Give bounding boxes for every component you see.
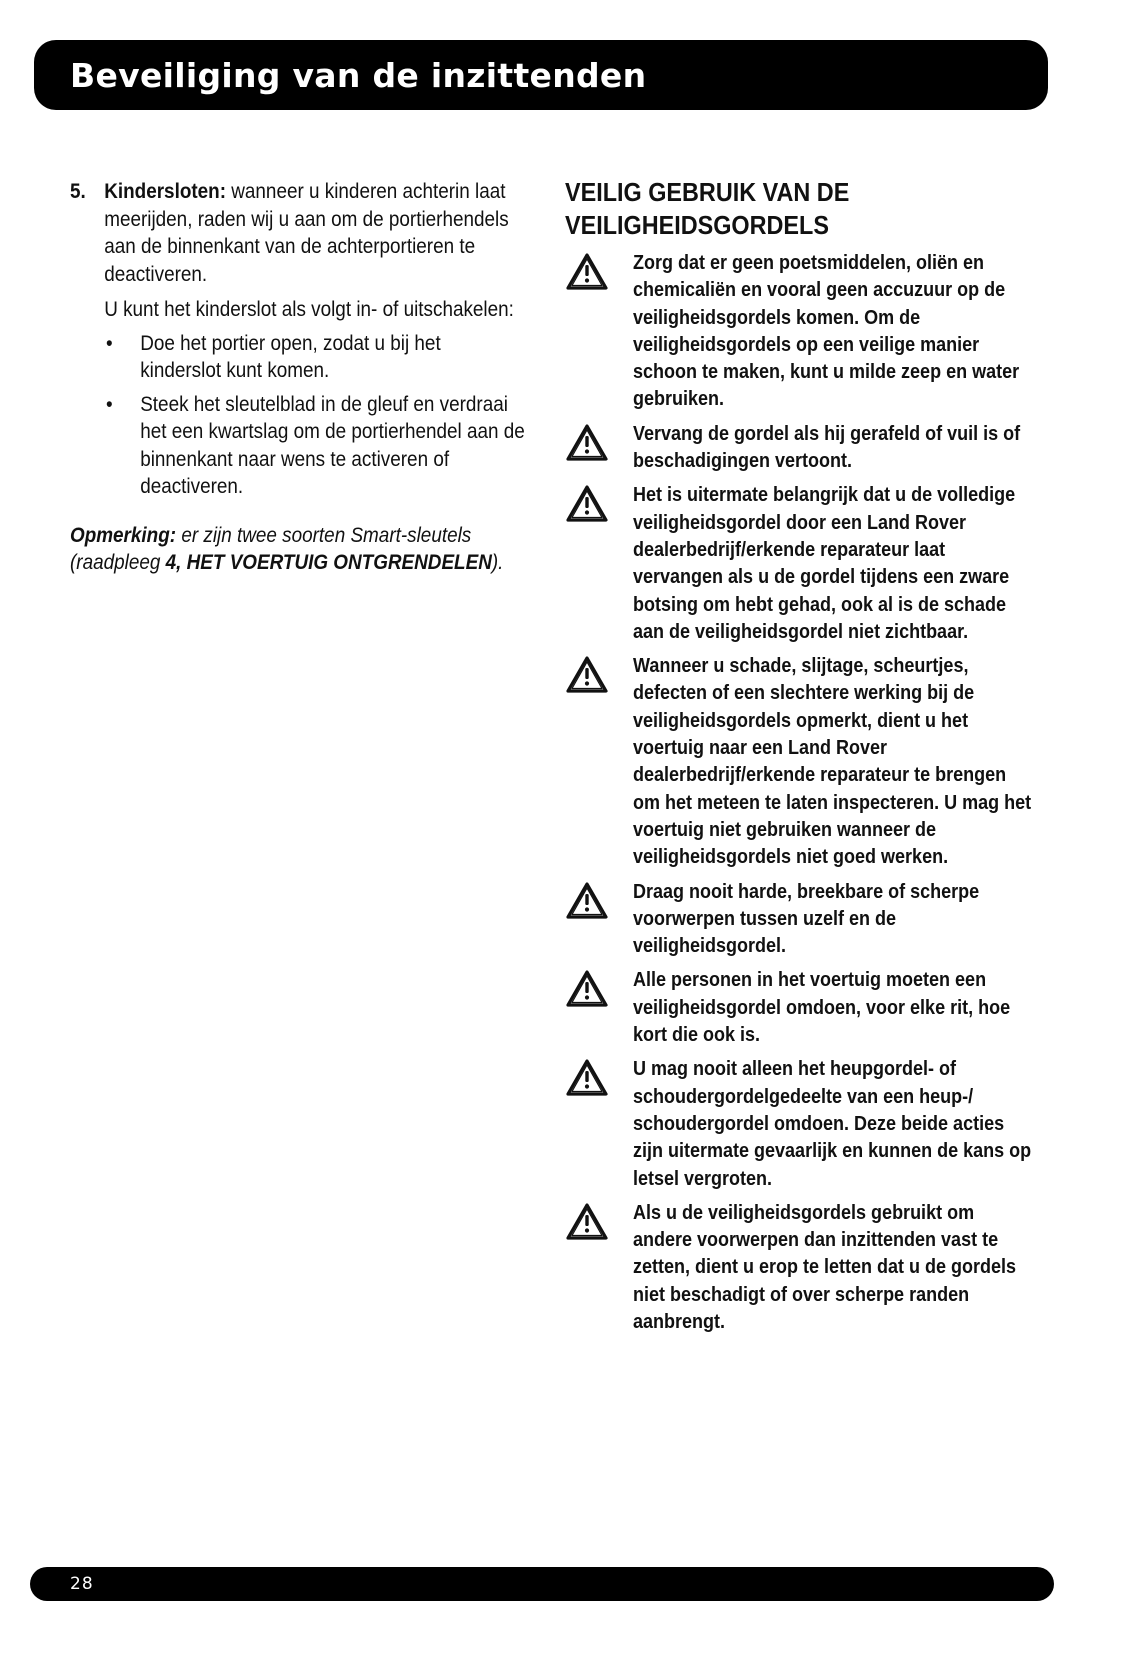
- warning-text: Alle personen in het voertuig moeten een veiligheidsgordel omdoen, voor elke rit, hoe kort die ook is.: [633, 969, 1011, 1047]
- warning-triangle-icon: [565, 1200, 633, 1336]
- item-lead: Kindersloten:: [104, 180, 227, 203]
- note-text: er zijn twee soorten Smart-sleutels (raadpleeg: [70, 523, 472, 574]
- instruction-paragraph: U kunt het kinderslot als volgt in- of uitschakelen:: [104, 298, 514, 321]
- note: [70, 522, 525, 577]
- note-label: Opmerking:: [70, 523, 177, 547]
- page-number: 28: [70, 1574, 94, 1594]
- warning-item: [565, 1200, 1035, 1336]
- bullet-list: [104, 330, 525, 501]
- warning-item: [565, 967, 1035, 1049]
- warning-item: [565, 653, 1035, 871]
- warning-triangle-icon: [565, 421, 633, 476]
- warning-text: Het is uitermate belangrijk dat u de volledige veiligheidsgordel door een Land Rover dealerbedrijf/erkende reparateur laat vervangen als u de gordel tijdens een zware botsing om hebt gehad, ook al is de schade aan de veiligheidsgordel niet zichtbaar.: [633, 484, 1016, 643]
- warning-item: [565, 879, 1035, 961]
- warning-item: [565, 1056, 1035, 1192]
- warning-triangle-icon: [565, 879, 633, 961]
- warning-triangle-icon: [565, 653, 633, 871]
- numbered-item-child-locks: [70, 178, 525, 288]
- left-column: [70, 178, 525, 577]
- warning-item: [565, 482, 1035, 646]
- bullet-icon: •: [106, 392, 113, 416]
- header-bar: [34, 40, 1048, 110]
- footer-bar: [30, 1567, 1054, 1601]
- warning-text: Draag nooit harde, breekbare of scherpe voorwerpen tussen uzelf en de veiligheidsgordel.: [633, 880, 980, 958]
- section-title: VEILIG GEBRUIK VAN DE VEILIGHEIDSGORDELS: [565, 177, 850, 240]
- note-reference-link[interactable]: 4, HET VOERTUIG ONTGRENDELEN: [165, 551, 492, 574]
- warning-text: Wanneer u schade, slijtage, scheurtjes, defecten of een slechtere werking bij de veiligheidsgordels opmerkt, dient u het voertuig naar een Land Rover dealerbedrijf/erkende reparateur te brengen om het meteen te laten inspecteren. U mag het voertuig niet gebruiken wanneer de veiligheidsgordels niet goed werken.: [633, 655, 1032, 869]
- warning-triangle-icon: [565, 482, 633, 646]
- warning-triangle-icon: [565, 967, 633, 1049]
- warning-triangle-icon: [565, 250, 633, 414]
- bullet-icon: •: [106, 331, 113, 355]
- list-item: [104, 391, 525, 501]
- warning-text: U mag nooit alleen het heupgordel- of schoudergordelgedeelte van een heup-/ schoudergordel omdoen. Deze beide acties zijn uitermate gevaarlijk en kunnen de kans op letsel vergroten.: [633, 1058, 1032, 1190]
- bullet-text: Steek het sleutelblad in de gleuf en verdraai het een kwartslag om de portierhendel aan de binnenkant naar wens te activeren of deactiveren.: [140, 392, 525, 498]
- warning-text: Als u de veiligheidsgordels gebruikt om andere voorwerpen dan inzittenden vast te zetten, dient u erop te letten dat u de gordels niet beschadigt of over scherpe randen aanbrengt.: [633, 1201, 1017, 1333]
- list-item: [104, 330, 525, 385]
- page-title: Beveiliging van de inzittenden: [70, 55, 647, 95]
- warning-item: [565, 421, 1035, 476]
- right-column: [565, 176, 1035, 1343]
- warning-text: Vervang de gordel als hij gerafeld of vuil is of beschadigingen vertoont.: [633, 422, 1021, 473]
- warning-triangle-icon: [565, 1056, 633, 1192]
- bullet-text: Doe het portier open, zodat u bij het kinderslot kunt komen.: [140, 331, 441, 382]
- item-number: 5.: [70, 180, 86, 203]
- warning-item: [565, 250, 1035, 414]
- item-body: [104, 178, 525, 288]
- warning-text: Zorg dat er geen poetsmiddelen, oliën en chemicaliën en vooral geen accuzuur op de veiligheidsgordels komen. Om de veiligheidsgordels op een veilige manier schoon te maken, kunt u milde zeep en water gebruiken.: [633, 252, 1020, 411]
- item-text: wanneer u kinderen achterin laat meerijden, raden wij u aan om de portierhendels aan de binnenkant van de achterportieren te deactiveren.: [104, 180, 509, 286]
- note-end: ).: [491, 551, 504, 574]
